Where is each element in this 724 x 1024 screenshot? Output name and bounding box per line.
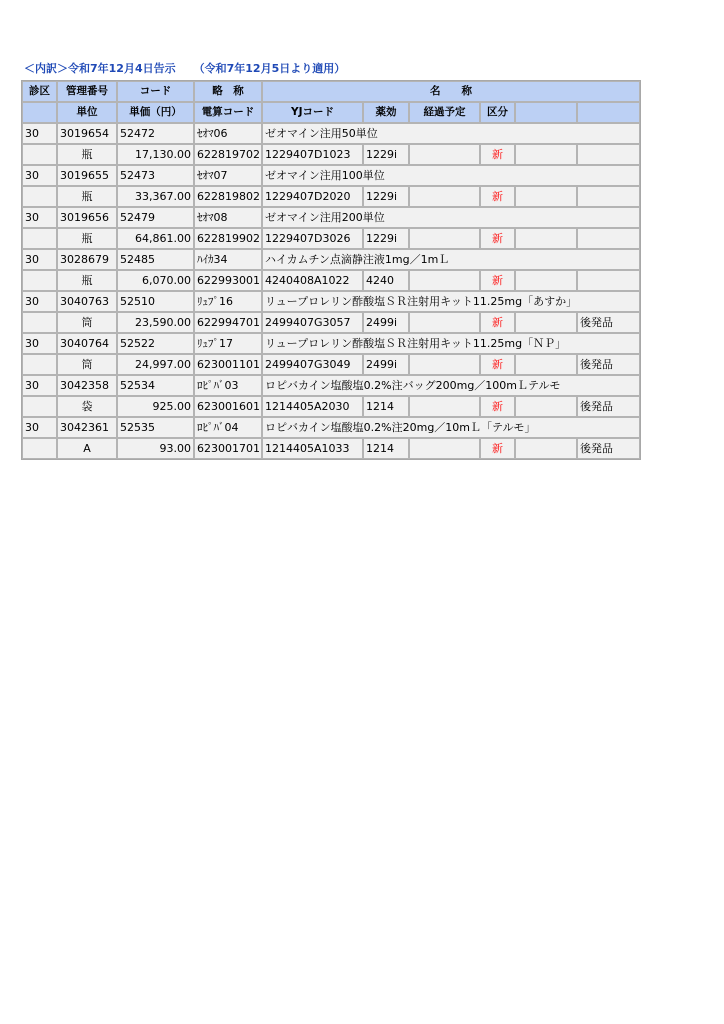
cell-blank [22, 186, 57, 207]
cell-abbrev: ﾛﾋﾟﾊﾞ03 [194, 375, 262, 396]
cell-yj-code: 2499407G3049 [262, 354, 363, 375]
cell-clinic: 30 [22, 249, 57, 270]
new-badge: 新 [480, 270, 515, 291]
cell-generic: 後発品 [577, 438, 640, 459]
cell-price: 925.00 [117, 396, 194, 417]
cell-price: 64,861.00 [117, 228, 194, 249]
header-unit: 単位 [57, 102, 117, 123]
cell-abbrev: ﾊｲｶ34 [194, 249, 262, 270]
cell-efficacy: 1229i [363, 228, 409, 249]
cell-extra-1 [515, 312, 577, 333]
header-name: 名 称 [262, 81, 640, 102]
cell-abbrev: ｾｵﾏ06 [194, 123, 262, 144]
cell-abbrev: ｾｵﾏ08 [194, 207, 262, 228]
table-row [22, 312, 640, 333]
cell-name: リュープロレリン酢酸塩ＳＲ注射用キット11.25mg「あすか」 [262, 291, 640, 312]
cell-calc-code: 623001101 [194, 354, 262, 375]
table-row [22, 396, 640, 417]
cell-efficacy: 2499i [363, 354, 409, 375]
cell-abbrev: ﾘｭﾌﾟ16 [194, 291, 262, 312]
cell-unit: 筒 [57, 312, 117, 333]
cell-generic: 後発品 [577, 354, 640, 375]
notice-caption [24, 62, 345, 76]
new-badge: 新 [480, 396, 515, 417]
table-row [22, 291, 640, 312]
table-row [22, 354, 640, 375]
cell-efficacy: 1229i [363, 186, 409, 207]
cell-transition [409, 354, 480, 375]
header-extra-1 [515, 102, 577, 123]
cell-clinic: 30 [22, 417, 57, 438]
cell-mgmt-no: 3042361 [57, 417, 117, 438]
cell-unit: 瓶 [57, 186, 117, 207]
table-row [22, 144, 640, 165]
header-transition: 経過予定 [409, 102, 480, 123]
cell-blank [22, 354, 57, 375]
cell-calc-code: 622819902 [194, 228, 262, 249]
cell-calc-code: 622819802 [194, 186, 262, 207]
cell-extra-1 [515, 270, 577, 291]
cell-mgmt-no: 3028679 [57, 249, 117, 270]
cell-price: 17,130.00 [117, 144, 194, 165]
cell-transition [409, 312, 480, 333]
table-row [22, 165, 640, 186]
cell-price: 33,367.00 [117, 186, 194, 207]
cell-efficacy: 4240 [363, 270, 409, 291]
cell-blank [22, 312, 57, 333]
cell-name: ハイカムチン点滴静注液1mg／1mＬ [262, 249, 640, 270]
cell-unit: 瓶 [57, 270, 117, 291]
cell-name: ゼオマイン注用200単位 [262, 207, 640, 228]
header-row-2 [22, 102, 640, 123]
cell-unit: 筒 [57, 354, 117, 375]
header-code: コード [117, 81, 194, 102]
cell-unit: 袋 [57, 396, 117, 417]
cell-code: 52472 [117, 123, 194, 144]
cell-clinic: 30 [22, 123, 57, 144]
cell-clinic: 30 [22, 207, 57, 228]
cell-yj-code: 1229407D3026 [262, 228, 363, 249]
cell-mgmt-no: 3042358 [57, 375, 117, 396]
new-badge: 新 [480, 354, 515, 375]
cell-calc-code: 623001601 [194, 396, 262, 417]
cell-code: 52485 [117, 249, 194, 270]
table-row [22, 249, 640, 270]
header-extra-2 [577, 102, 640, 123]
cell-transition [409, 144, 480, 165]
cell-code: 52535 [117, 417, 194, 438]
cell-calc-code: 623001701 [194, 438, 262, 459]
table-row [22, 375, 640, 396]
cell-efficacy: 1214 [363, 396, 409, 417]
cell-yj-code: 4240408A1022 [262, 270, 363, 291]
new-badge: 新 [480, 312, 515, 333]
cell-code: 52479 [117, 207, 194, 228]
cell-blank [22, 228, 57, 249]
cell-yj-code: 1214405A2030 [262, 396, 363, 417]
table-row [22, 186, 640, 207]
cell-transition [409, 270, 480, 291]
cell-blank [22, 144, 57, 165]
table-header [22, 81, 640, 123]
cell-clinic: 30 [22, 165, 57, 186]
cell-efficacy: 2499i [363, 312, 409, 333]
cell-clinic: 30 [22, 333, 57, 354]
cell-generic [577, 144, 640, 165]
cell-abbrev: ﾛﾋﾟﾊﾞ04 [194, 417, 262, 438]
cell-transition [409, 186, 480, 207]
cell-unit: 瓶 [57, 144, 117, 165]
table-row [22, 333, 640, 354]
header-yj-code: YJコード [262, 102, 363, 123]
cell-yj-code: 1229407D1023 [262, 144, 363, 165]
cell-generic: 後発品 [577, 396, 640, 417]
header-mgmt-no: 管理番号 [57, 81, 117, 102]
table-row [22, 228, 640, 249]
new-badge: 新 [480, 186, 515, 207]
cell-generic [577, 228, 640, 249]
cell-extra-1 [515, 228, 577, 249]
cell-price: 23,590.00 [117, 312, 194, 333]
header-abbrev: 略 称 [194, 81, 262, 102]
cell-blank [22, 438, 57, 459]
cell-name: ロピバカイン塩酸塩0.2%注バッグ200mg／100mＬテルモ [262, 375, 640, 396]
cell-generic [577, 186, 640, 207]
cell-name: リュープロレリン酢酸塩ＳＲ注射用キット11.25mg「ＮＰ」 [262, 333, 640, 354]
cell-yj-code: 1229407D2020 [262, 186, 363, 207]
cell-calc-code: 622994701 [194, 312, 262, 333]
cell-yj-code: 1214405A1033 [262, 438, 363, 459]
table-row [22, 123, 640, 144]
cell-extra-1 [515, 144, 577, 165]
cell-code: 52534 [117, 375, 194, 396]
cell-code: 52522 [117, 333, 194, 354]
cell-price: 93.00 [117, 438, 194, 459]
cell-name: ゼオマイン注用100単位 [262, 165, 640, 186]
cell-name: ゼオマイン注用50単位 [262, 123, 640, 144]
cell-transition [409, 396, 480, 417]
header-category: 区分 [480, 102, 515, 123]
cell-unit: A [57, 438, 117, 459]
table-body [22, 123, 640, 459]
table-row [22, 207, 640, 228]
cell-blank [22, 396, 57, 417]
cell-calc-code: 622819702 [194, 144, 262, 165]
cell-transition [409, 438, 480, 459]
header-blank [22, 102, 57, 123]
cell-name: ロピバカイン塩酸塩0.2%注20mg／10mＬ「テルモ」 [262, 417, 640, 438]
header-calc-code: 電算コード [194, 102, 262, 123]
header-row-1 [22, 81, 640, 102]
cell-clinic: 30 [22, 375, 57, 396]
cell-efficacy: 1214 [363, 438, 409, 459]
new-badge: 新 [480, 144, 515, 165]
cell-generic: 後発品 [577, 312, 640, 333]
cell-code: 52510 [117, 291, 194, 312]
cell-mgmt-no: 3040763 [57, 291, 117, 312]
header-clinic: 診区 [22, 81, 57, 102]
cell-yj-code: 2499407G3057 [262, 312, 363, 333]
cell-mgmt-no: 3040764 [57, 333, 117, 354]
cell-mgmt-no: 3019656 [57, 207, 117, 228]
cell-mgmt-no: 3019654 [57, 123, 117, 144]
cell-mgmt-no: 3019655 [57, 165, 117, 186]
cell-abbrev: ﾘｭﾌﾟ17 [194, 333, 262, 354]
cell-extra-1 [515, 396, 577, 417]
drug-price-table [21, 80, 641, 460]
table-row [22, 417, 640, 438]
new-badge: 新 [480, 228, 515, 249]
cell-code: 52473 [117, 165, 194, 186]
effective-date: （令和7年12月5日より適用） [193, 62, 346, 75]
cell-clinic: 30 [22, 291, 57, 312]
cell-price: 6,070.00 [117, 270, 194, 291]
table-row [22, 438, 640, 459]
cell-price: 24,997.00 [117, 354, 194, 375]
cell-efficacy: 1229i [363, 144, 409, 165]
cell-extra-1 [515, 354, 577, 375]
header-price: 単価（円） [117, 102, 194, 123]
cell-calc-code: 622993001 [194, 270, 262, 291]
cell-blank [22, 270, 57, 291]
table-row [22, 270, 640, 291]
notice-title: ＜内訳＞令和7年12月4日告示 [24, 62, 176, 75]
cell-abbrev: ｾｵﾏ07 [194, 165, 262, 186]
cell-generic [577, 270, 640, 291]
cell-unit: 瓶 [57, 228, 117, 249]
cell-transition [409, 228, 480, 249]
new-badge: 新 [480, 438, 515, 459]
cell-extra-1 [515, 438, 577, 459]
cell-extra-1 [515, 186, 577, 207]
header-efficacy: 薬効 [363, 102, 409, 123]
